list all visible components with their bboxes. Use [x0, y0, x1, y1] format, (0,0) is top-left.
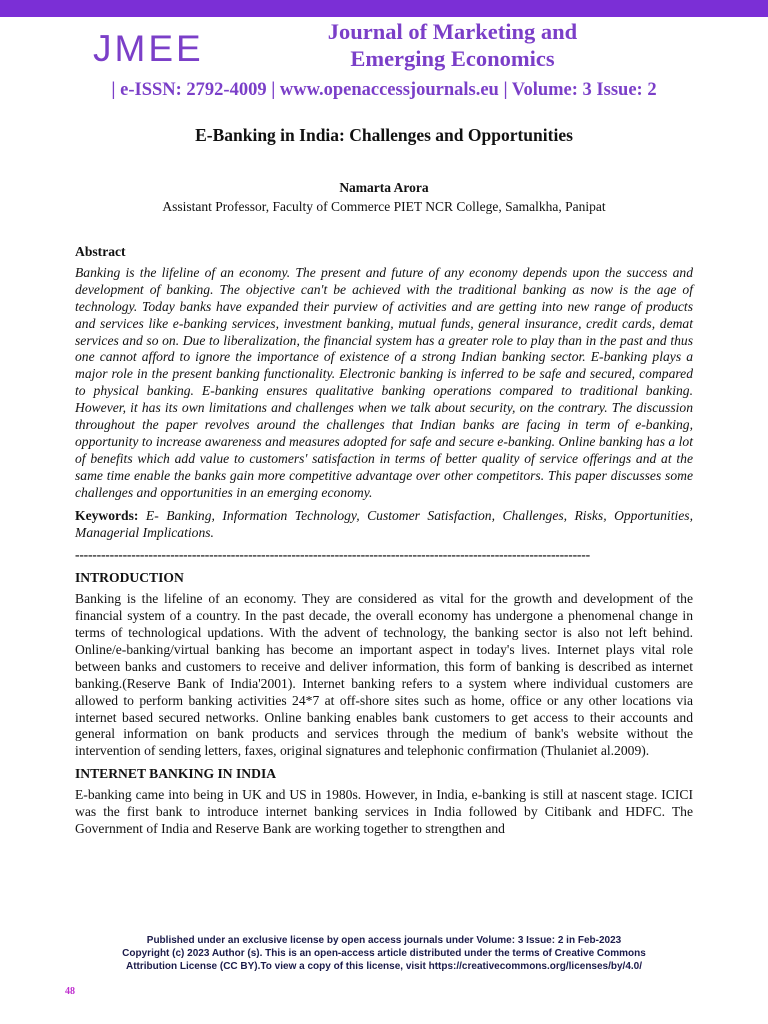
internet-banking-heading: INTERNET BANKING IN INDIA [75, 766, 277, 782]
license-footer [0, 934, 768, 973]
keywords-label: Keywords: [75, 507, 139, 523]
article-title: E-Banking in India: Challenges and Opportunities [195, 125, 573, 145]
journal-title [290, 18, 615, 72]
keywords [75, 508, 693, 542]
journal-logo: JMEE [93, 28, 204, 69]
article-body [75, 244, 693, 844]
author-name: Namarta Arora [339, 180, 429, 195]
footer-line-3: Attribution License (CC BY).To view a copy of this license, visit https://creativecommons.org/licenses/by/4.0/ [125, 961, 643, 972]
issn-line: | e-ISSN: 2792-4009 | www.openaccessjournals.eu | Volume: 3 Issue: 2 [111, 80, 657, 100]
separator: ----------------------------------------------------------------------------------------------------------------------- [75, 547, 590, 563]
abstract-text: Banking is the lifeline of an economy. The present and future of any economy depends upon the success and development of banking. The objective can't be achieved with the traditional banking as now is the age of technology. Today banks have expanded their purview of activities and are getting into new range of products and services like e-banking services, investment banking, mutual funds, general insurance, credit cards, demat services and so on. Due to liberalization, the financial system has a greater role to play than in the past and thus one cannot afford to ignore the importance of existence of a strong Indian banking sector. E-banking plays a major role in the present banking functionality. Electronic banking is inferred to be safe and secured, compared to physical banking. E-banking ensures qualitative banking operations compared to traditional banking. However, it has its own limitations and challenges when we talk about security, on the contrary. The discussion throughout the paper revolves around the challenges that Indian banks are facing in term of e-banking, opportunity to increase awareness and measures adopted for safe and secure e-banking. Online banking has a lot of benefits which add value to customers' satisfaction in terms of better quality of service offerings and at the same time enable the banks gain more competitive advantage over other competitors. This paper discusses some challenges and opportunities in an emerging economy. [75, 264, 693, 500]
journal-title-line2: Emerging Economics [350, 46, 555, 71]
header-bar [0, 0, 768, 17]
journal-title-line1: Journal of Marketing and [327, 19, 578, 44]
footer-line-2: Copyright (c) 2023 Author (s). This is an open-access article distributed under the terms of Creative Commons [122, 948, 646, 959]
internet-banking-text: E-banking came into being in UK and US in 1980s. However, in India, e-banking is still at nascent stage. ICICI was the first bank to introduce internet banking services in India followed by Citibank and HDFC. The Government of India and Reserve Bank are working together to strengthen and [75, 787, 693, 836]
introduction-heading: INTRODUCTION [75, 570, 184, 586]
footer-line-1: Published under an exclusive license by open access journals under Volume: 3 Issue: 2 in Feb-2023 [146, 935, 622, 946]
introduction-text: Banking is the lifeline of an economy. They are considered as vital for the growth and development of the financial system of a country. In the past decade, the overall economy has undergone a phenomenal change in terms of technological updations. With the advent of technology, the banking sector is also not left behind. Online/e-banking/virtual banking has become an important aspect in today's lives. Internet plays vital role between banks and customers to receive and deliver information, this form of banking is described as internet banking.(Reserve Bank of India'2001). Internet banking refers to a system where individual customers are allowed to perform banking activities 24*7 at off-shore sites such as home, office or any other locations via internet based secured networks. Online banking enables bank customers to get access to their accounts and general information on bank products and services through the medium of bank's website without the intervention of sending letters, faxes, original signatures and telephonic confirmation (Thulaniet al.2009). [75, 591, 693, 759]
abstract-heading: Abstract [75, 244, 126, 259]
keywords-text: E- Banking, Information Technology, Customer Satisfaction, Challenges, Risks, Opportunities, Managerial Implications. [75, 507, 693, 540]
page-number: 48 [65, 986, 75, 997]
author-affiliation: Assistant Professor, Faculty of Commerce PIET NCR College, Samalkha, Panipat [162, 199, 606, 214]
